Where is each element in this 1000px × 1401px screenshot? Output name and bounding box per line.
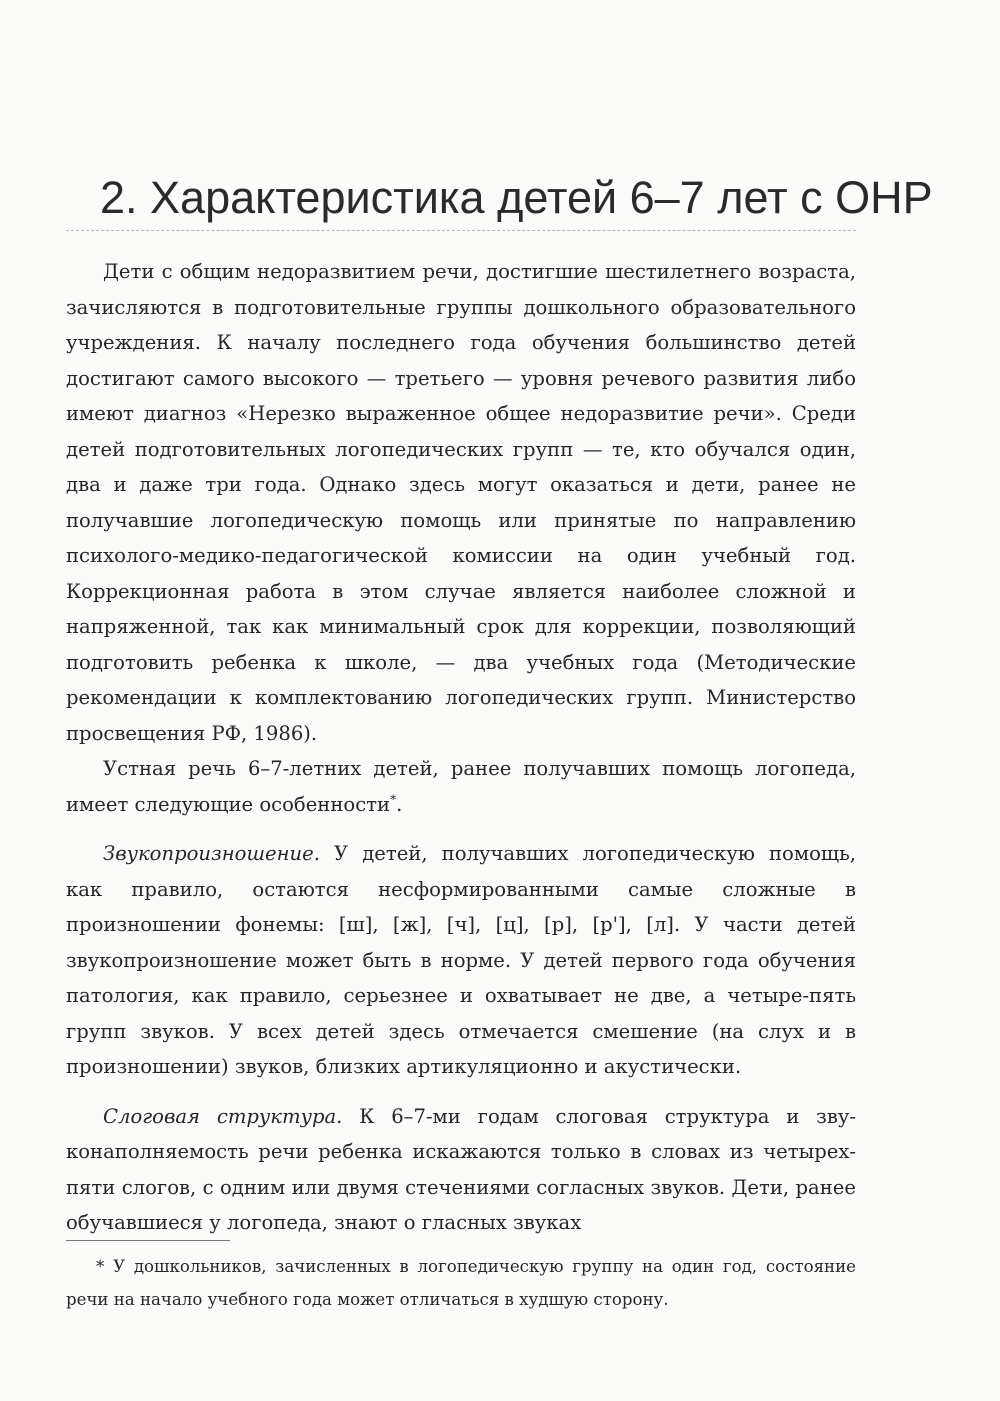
- paragraph-gap: [66, 822, 856, 836]
- paragraph-intro-text: Дети с общим недоразвитием речи, достигшие шестилетнего возраста, зачисляются в подготовительные группы дошкольного образовательного учреждения. К началу последнего года обучения большинство детей достигают самого высокого — третьего — уровня речевого развития либо имеют диагноз «Нерезко выраженное общее недоразвитие речи». Среди детей подготовительных логопедических групп — те, кто обучался один, два и даже три года. Однако здесь могут оказаться и дети, ранее не получавшие логопедическую помощь или принятые по направлению психолого-медико-педагогической комиссии на один учебный год. Коррекционная работа в этом случае является наиболее сложной и напряженной, так как минимальный срок для коррекции, позволяющий подготовить ребенка к школе, — два учебных года (Методические рекомендации к комплектованию логопедических групп. Министерство просвещения РФ, 1986).: [66, 260, 856, 745]
- paragraph-intro: [66, 254, 856, 751]
- footnote-marker: *: [390, 791, 397, 806]
- paragraph-speech-features: [66, 751, 856, 822]
- paragraph-speech-features-text: Устная речь 6–7-летних детей, ранее получавших помощь логопеда, имеет следующие особенности: [66, 757, 856, 816]
- section-title: 2. Характеристика детей 6–7 лет с ОНР: [100, 172, 933, 223]
- paragraph-syllable-structure-text: К 6–7-ми годам слоговая структура и звуконаполняемость речи ребенка искажаются только в словах из четырех-пяти слогов, с одним или двумя стечениями согласных звуков. Дети, ранее обучавшиеся у логопеда, знают о гласных звуках: [66, 1104, 857, 1234]
- paragraph-sound-pronunciation-text: У детей, получавших логопедическую помощь, как правило, остаются несформированными самые сложные в произношении фонемы: [ш], [ж], [ч], [ц], [р], [р'], [л]. У части детей звукопроизношение может быть в норме. У детей первого года обучения патология, как правило, серьезнее и охватывает не две, а четыре-пять групп звуков. У всех детей здесь отмечается смешение (на слух и в произношении) звуков, близких артикуляционно и акустически.: [66, 842, 856, 1078]
- term-sound-pronunciation: Звукопроизношение.: [103, 842, 320, 865]
- paragraph-gap: [66, 1085, 856, 1099]
- paragraph-sound-pronunciation: [66, 836, 856, 1085]
- footnote-divider: [66, 1240, 230, 1241]
- footnote: * У дошкольников, зачисленных в логопедическую группу на один год, состояние речи на начало учебного года может отличаться в худшую сторону.: [66, 1257, 856, 1309]
- main-text: [66, 254, 856, 1241]
- paragraph-speech-features-end: .: [396, 792, 403, 816]
- paragraph-syllable-structure: [66, 1099, 856, 1241]
- term-syllable-structure: Слоговая структура.: [103, 1104, 343, 1128]
- title-underline: [66, 230, 856, 231]
